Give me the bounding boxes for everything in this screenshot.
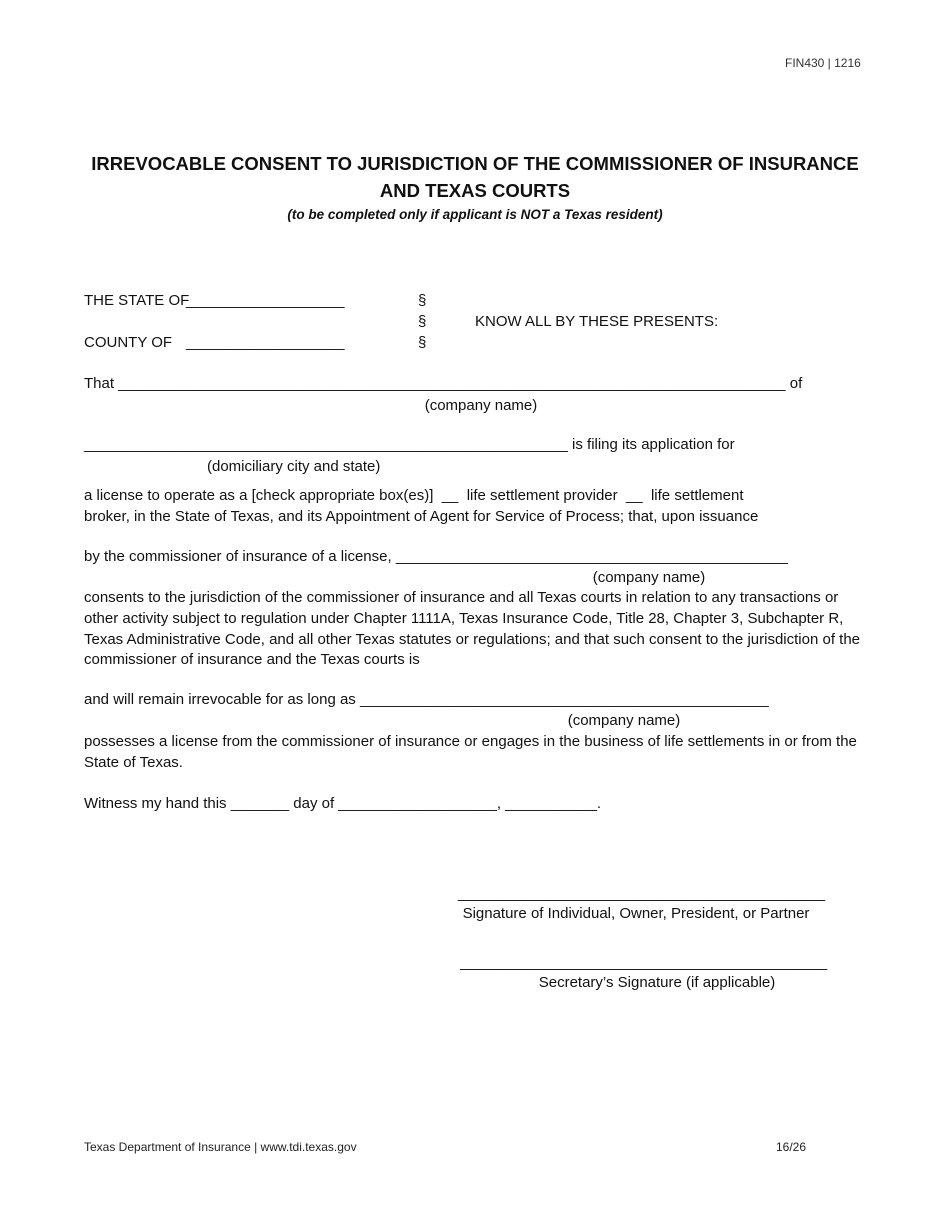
commissioner-license-line[interactable]: by the commissioner of insurance of a license, _______________________________________________ <box>84 548 788 565</box>
section-symbol: § <box>418 292 427 309</box>
section-symbol: § <box>418 313 427 330</box>
know-all-statement: KNOW ALL BY THESE PRESENTS: <box>475 313 719 330</box>
state-blank[interactable]: ___________________ <box>186 292 345 309</box>
irrevocable-line[interactable]: and will remain irrevocable for as long as _________________________________________________ <box>84 691 769 708</box>
state-label: THE STATE OF <box>84 292 190 309</box>
title-line-2: AND TEXAS COURTS <box>379 180 571 201</box>
signature-line-owner[interactable]: ____________________________________________ <box>458 885 826 902</box>
consent-paragraph: consents to the jurisdiction of the commissioner of insurance and all Texas courts in relation to any transactions or other activity subject to regulation under Chapter 1111A, Texas Insurance Code, Title 28, Chapter 3, Subchapter R, Texas Administrative Code, and all other Texas statutes or regulations; and that such consent to the jurisdiction of the commissioner of insurance and the Texas courts is <box>84 589 861 669</box>
that-company-line[interactable]: That ________________________________________________________________________________ of <box>84 375 803 392</box>
county-label: COUNTY OF <box>84 334 173 351</box>
possesses-paragraph: possesses a license from the commissioner of insurance or engages in the business of life settlements in or from the State of Texas. <box>84 733 857 771</box>
license-para-line: broker, in the State of Texas, and its Appointment of Agent for Service of Process; that, upon issuance <box>84 508 759 525</box>
company-name-caption: (company name) <box>424 397 538 414</box>
footer-agency: Texas Department of Insurance | www.tdi.texas.gov <box>84 1140 357 1154</box>
page-title <box>60 150 890 204</box>
license-type-line[interactable]: a license to operate as a [check appropriate box(es)] __ life settlement provider __ life settlement <box>84 487 744 504</box>
signature-line-secretary[interactable]: ____________________________________________ <box>460 954 828 971</box>
county-blank[interactable]: ___________________ <box>186 334 345 351</box>
title-line-1: IRREVOCABLE CONSENT TO JURISDICTION OF THE COMMISSIONER OF INSURANCE <box>91 153 859 174</box>
signature-label-secretary: Secretary’s Signature (if applicable) <box>538 974 776 991</box>
company-name-caption: (company name) <box>592 569 706 586</box>
company-name-caption: (company name) <box>567 712 681 729</box>
domicile-line[interactable]: __________________________________________________________ is filing its application for <box>84 436 735 453</box>
form-id: FIN430 | 1216 <box>785 56 861 70</box>
section-symbol: § <box>418 334 427 351</box>
page-number: 16/26 <box>776 1140 807 1154</box>
page-subtitle: (to be completed only if applicant is NOT a Texas resident) <box>287 207 663 222</box>
witness-line[interactable]: Witness my hand this _______ day of ___________________, ___________. <box>84 795 602 812</box>
domicile-caption: (domiciliary city and state) <box>207 458 381 475</box>
signature-label-owner: Signature of Individual, Owner, President, or Partner <box>462 905 810 922</box>
